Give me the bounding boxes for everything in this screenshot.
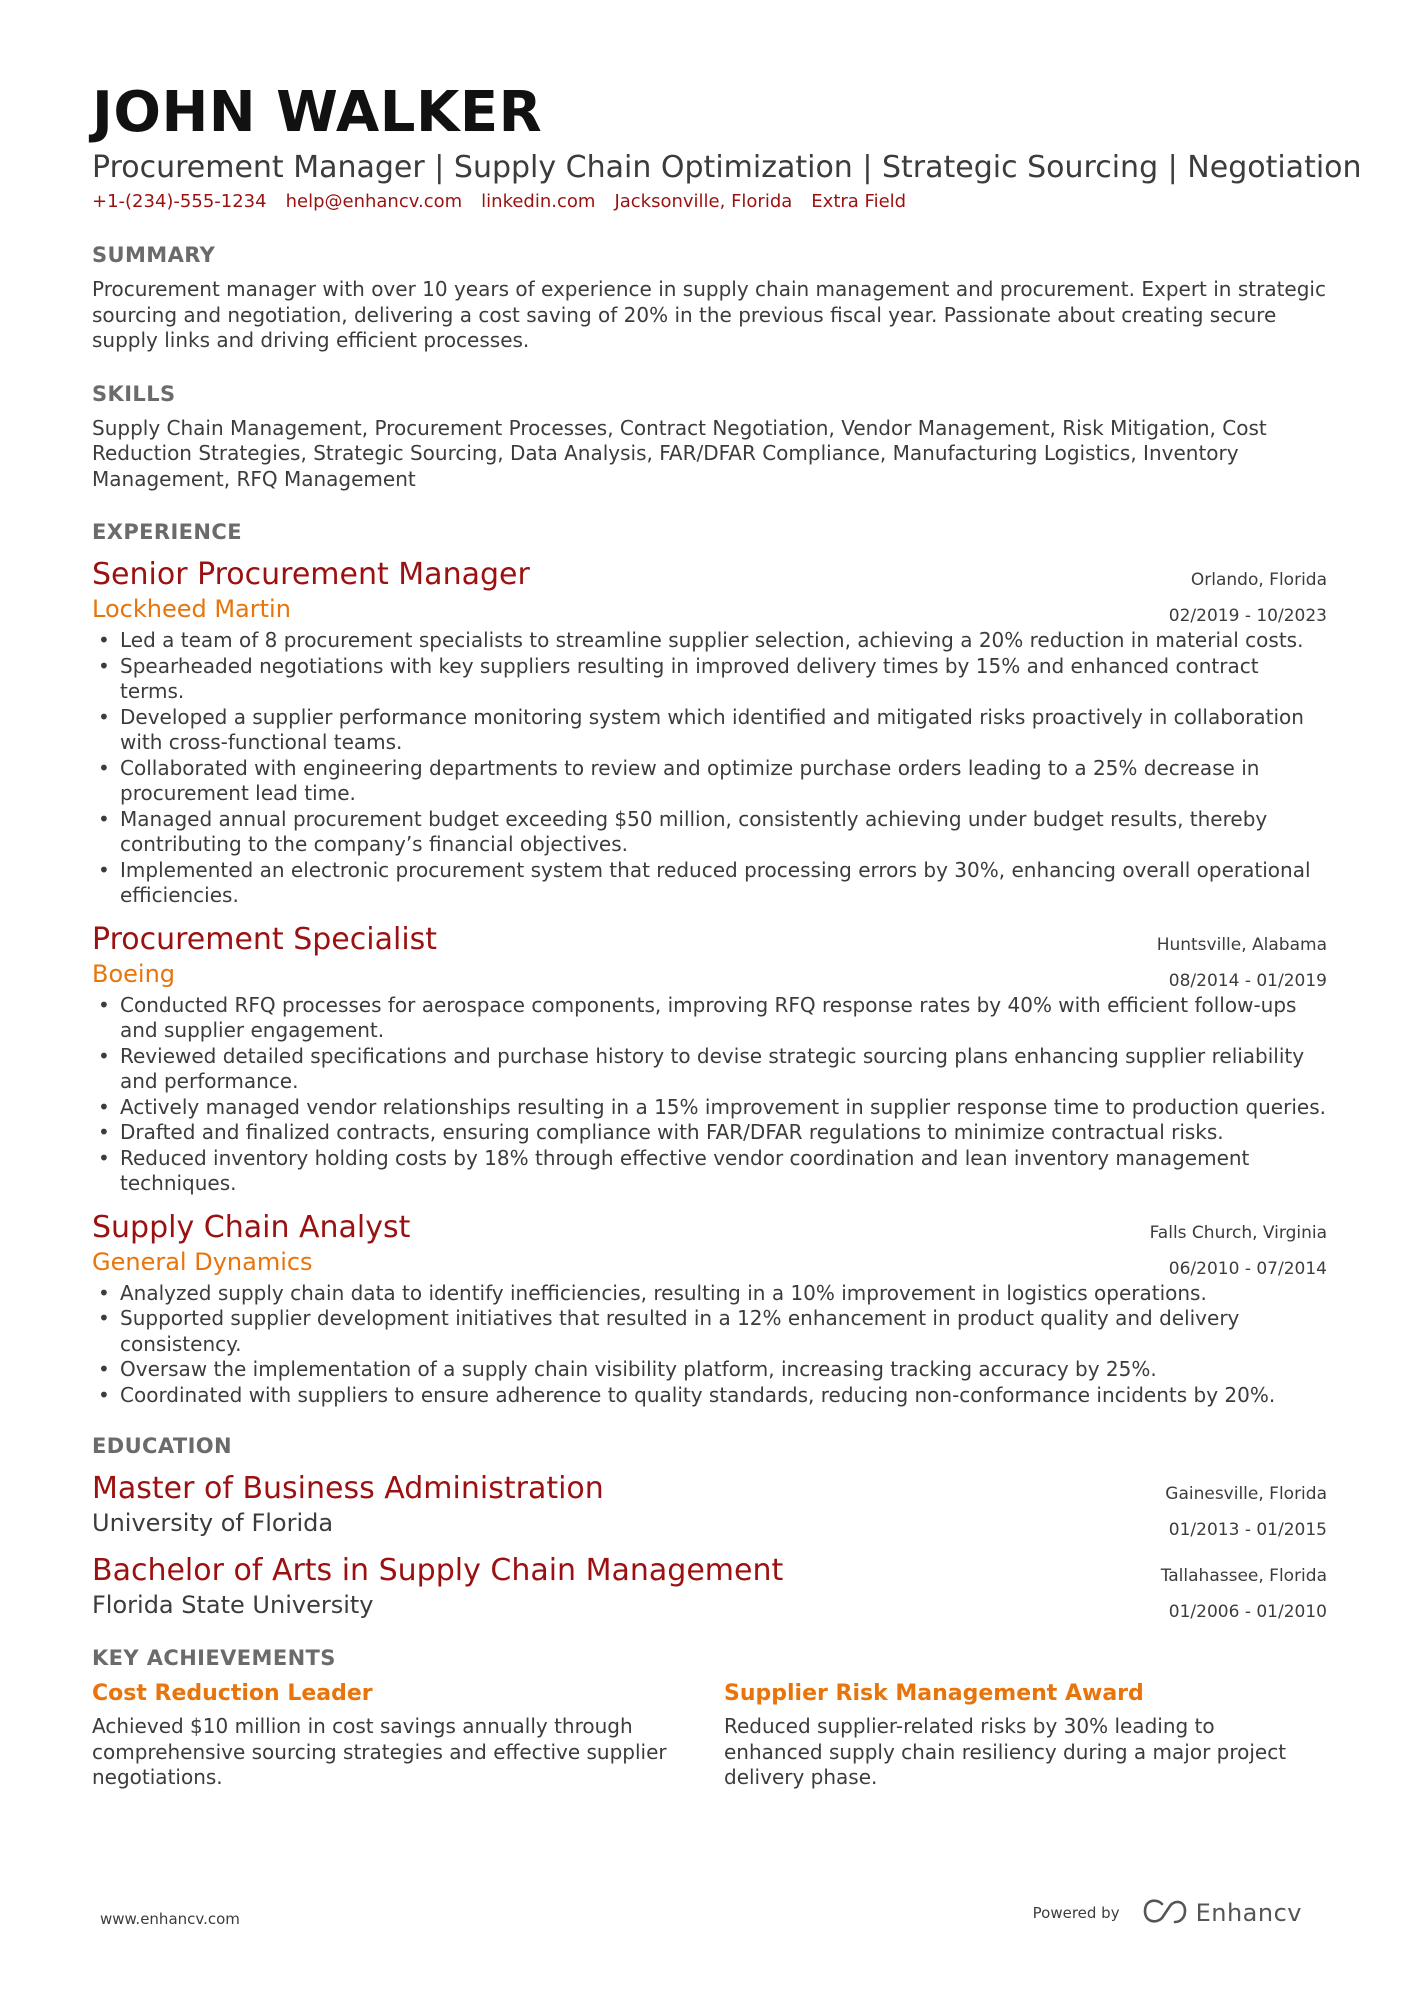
resume-header <box>92 78 1362 216</box>
achievements-section <box>92 1644 1327 1791</box>
job-bullets <box>92 993 1327 1197</box>
achievement-item <box>92 1678 724 1791</box>
experience-entry-header <box>92 921 1327 989</box>
job-meta <box>1169 562 1327 634</box>
experience-entry <box>92 556 1327 909</box>
summary-text: Procurement manager with over 10 years of experience in supply chain management and procurement. Expert in strategic sourcing and negotiation, delivering a cost saving of 20% in the previous fiscal year. Passionate about creating secure supply links and driving efficient processes. <box>92 277 1326 352</box>
school-name: University of Florida <box>92 1509 334 1537</box>
education-location: Gainesville, Florida <box>1165 1484 1327 1504</box>
brand-name: Enhancv <box>1195 1899 1302 1927</box>
contact-linkedin[interactable]: linkedin.com <box>481 191 596 212</box>
education-meta <box>1161 1558 1327 1630</box>
job-title: Senior Procurement Manager <box>92 557 530 592</box>
achievement-item <box>724 1678 1327 1791</box>
job-meta <box>1157 927 1327 999</box>
summary-section <box>92 241 1327 354</box>
job-bullet: • Analyzed supply chain data to identify inefficiencies, resulting in a 10% improvement in logistics operations. <box>92 1281 1327 1307</box>
contact-email[interactable]: help@enhancv.com <box>285 191 463 212</box>
experience-entry-header <box>92 1209 1327 1277</box>
job-bullet: • Coordinated with suppliers to ensure adherence to quality standards, reducing non-conformance incidents by 20%. <box>92 1383 1327 1409</box>
achievement-title: Supplier Risk Management Award <box>724 1681 1144 1706</box>
job-bullet: • Developed a supplier performance monitoring system which identified and mitigated risks proactively in collaboration with cross-functional teams. <box>92 705 1327 756</box>
job-dates: 08/2014 - 01/2019 <box>1168 970 1327 991</box>
job-location: Orlando, Florida <box>1190 570 1327 590</box>
education-entry <box>92 1552 1327 1620</box>
contact-phone[interactable]: +1-(234)-555-1234 <box>92 191 267 212</box>
job-bullets <box>92 628 1327 909</box>
candidate-headline: Procurement Manager | Supply Chain Optimization | Strategic Sourcing | Negotiation <box>92 150 1362 185</box>
education-location: Tallahassee, Florida <box>1160 1566 1327 1586</box>
education-dates: 01/2006 - 01/2010 <box>1168 1602 1327 1622</box>
candidate-name: JOHN WALKER <box>92 80 543 145</box>
degree-title: Bachelor of Arts in Supply Chain Management <box>92 1553 784 1588</box>
experience-entry-header <box>92 556 1327 624</box>
job-bullet: • Supported supplier development initiatives that resulted in a 12% enhancement in product quality and delivery consistency. <box>92 1306 1327 1357</box>
job-location: Falls Church, Virginia <box>1149 1222 1327 1243</box>
skills-section <box>92 380 1327 493</box>
education-meta <box>1165 1476 1327 1548</box>
education-title: EDUCATION <box>92 1434 233 1458</box>
job-title: Supply Chain Analyst <box>92 1209 411 1245</box>
job-bullet: • Collaborated with engineering departments to review and optimize purchase orders leading to a 25% decrease in procurement lead time. <box>92 756 1327 807</box>
job-dates: 02/2019 - 10/2023 <box>1168 606 1327 626</box>
job-meta <box>1150 1215 1327 1287</box>
job-title: Procurement Specialist <box>92 921 438 957</box>
summary-title: SUMMARY <box>92 243 216 267</box>
achievements-title: KEY ACHIEVEMENTS <box>92 1646 336 1670</box>
job-bullet: • Spearheaded negotiations with key suppliers resulting in improved delivery times by 15% and enhanced contract terms. <box>92 654 1327 705</box>
achievement-text: Achieved $10 million in cost savings annually through comprehensive sourcing strategies and effective supplier negotiations. <box>92 1714 667 1789</box>
footer-website[interactable]: www.enhancv.com <box>100 1910 240 1928</box>
company-name: Boeing <box>92 959 176 988</box>
job-bullet: • Led a team of 8 procurement specialists to streamline supplier selection, achieving a 20% reduction in material costs. <box>92 628 1327 654</box>
skills-text: Supply Chain Management, Procurement Processes, Contract Negotiation, Vendor Management, Risk Mitigation, Cost Reduction Strategies, Strategic Sourcing, Data Analysis, FAR/DFAR Compliance, Manufacturing Logistics, Inventory Management, RFQ Management <box>92 415 1267 491</box>
achievements-grid <box>92 1678 1327 1791</box>
contact-extra-field: Extra Field <box>811 191 907 212</box>
experience-section <box>92 518 1327 1408</box>
education-dates: 01/2013 - 01/2015 <box>1168 1520 1327 1540</box>
degree-title: Master of Business Administration <box>92 1471 604 1506</box>
experience-entry <box>92 921 1327 1197</box>
job-bullet: • Implemented an electronic procurement system that reduced processing errors by 30%, enhancing overall operational efficiencies. <box>92 858 1327 909</box>
contact-info <box>92 188 1327 216</box>
job-bullet: • Oversaw the implementation of a supply chain visibility platform, increasing tracking accuracy by 25%. <box>92 1357 1327 1383</box>
job-bullet: • Actively managed vendor relationships resulting in a 15% improvement in supplier response time to production queries. <box>92 1095 1327 1121</box>
school-name: Florida State University <box>92 1591 374 1619</box>
skills-title: SKILLS <box>92 381 176 406</box>
job-location: Huntsville, Alabama <box>1156 934 1327 955</box>
job-bullet: • Managed annual procurement budget exceeding $50 million, consistently achieving under budget results, thereby contributing to the company’s financial objectives. <box>92 807 1327 858</box>
job-dates: 06/2010 - 07/2014 <box>1168 1258 1327 1279</box>
company-name: General Dynamics <box>92 1247 313 1276</box>
job-bullet: • Drafted and finalized contracts, ensuring compliance with FAR/DFAR regulations to minimize contractual risks. <box>92 1120 1327 1146</box>
company-name: Lockheed Martin <box>92 595 291 623</box>
job-bullet: • Conducted RFQ processes for aerospace components, improving RFQ response rates by 40% with efficient follow-ups and supplier engagement. <box>92 993 1327 1044</box>
experience-title: EXPERIENCE <box>92 520 242 544</box>
enhancv-logo-icon <box>1142 1898 1188 1928</box>
resume-content <box>92 78 1362 1791</box>
contact-location: Jacksonville, Florida <box>614 191 793 212</box>
job-bullet: • Reviewed detailed specifications and purchase history to devise strategic sourcing plans enhancing supplier reliability and performance. <box>92 1044 1327 1095</box>
enhancv-brand[interactable] <box>1142 1898 1302 1928</box>
experience-entry <box>92 1209 1327 1409</box>
education-entry <box>92 1470 1327 1538</box>
job-bullets <box>92 1281 1327 1409</box>
achievement-text: Reduced supplier-related risks by 30% leading to enhanced supply chain resiliency during a major project delivery phase. <box>724 1714 1287 1789</box>
powered-by-label: Powered by <box>1032 1904 1120 1922</box>
job-bullet: • Reduced inventory holding costs by 18% through effective vendor coordination and lean inventory management techniques. <box>92 1146 1327 1197</box>
footer-branding <box>1033 1898 1302 1928</box>
achievement-title: Cost Reduction Leader <box>92 1681 373 1706</box>
education-section <box>92 1432 1327 1620</box>
